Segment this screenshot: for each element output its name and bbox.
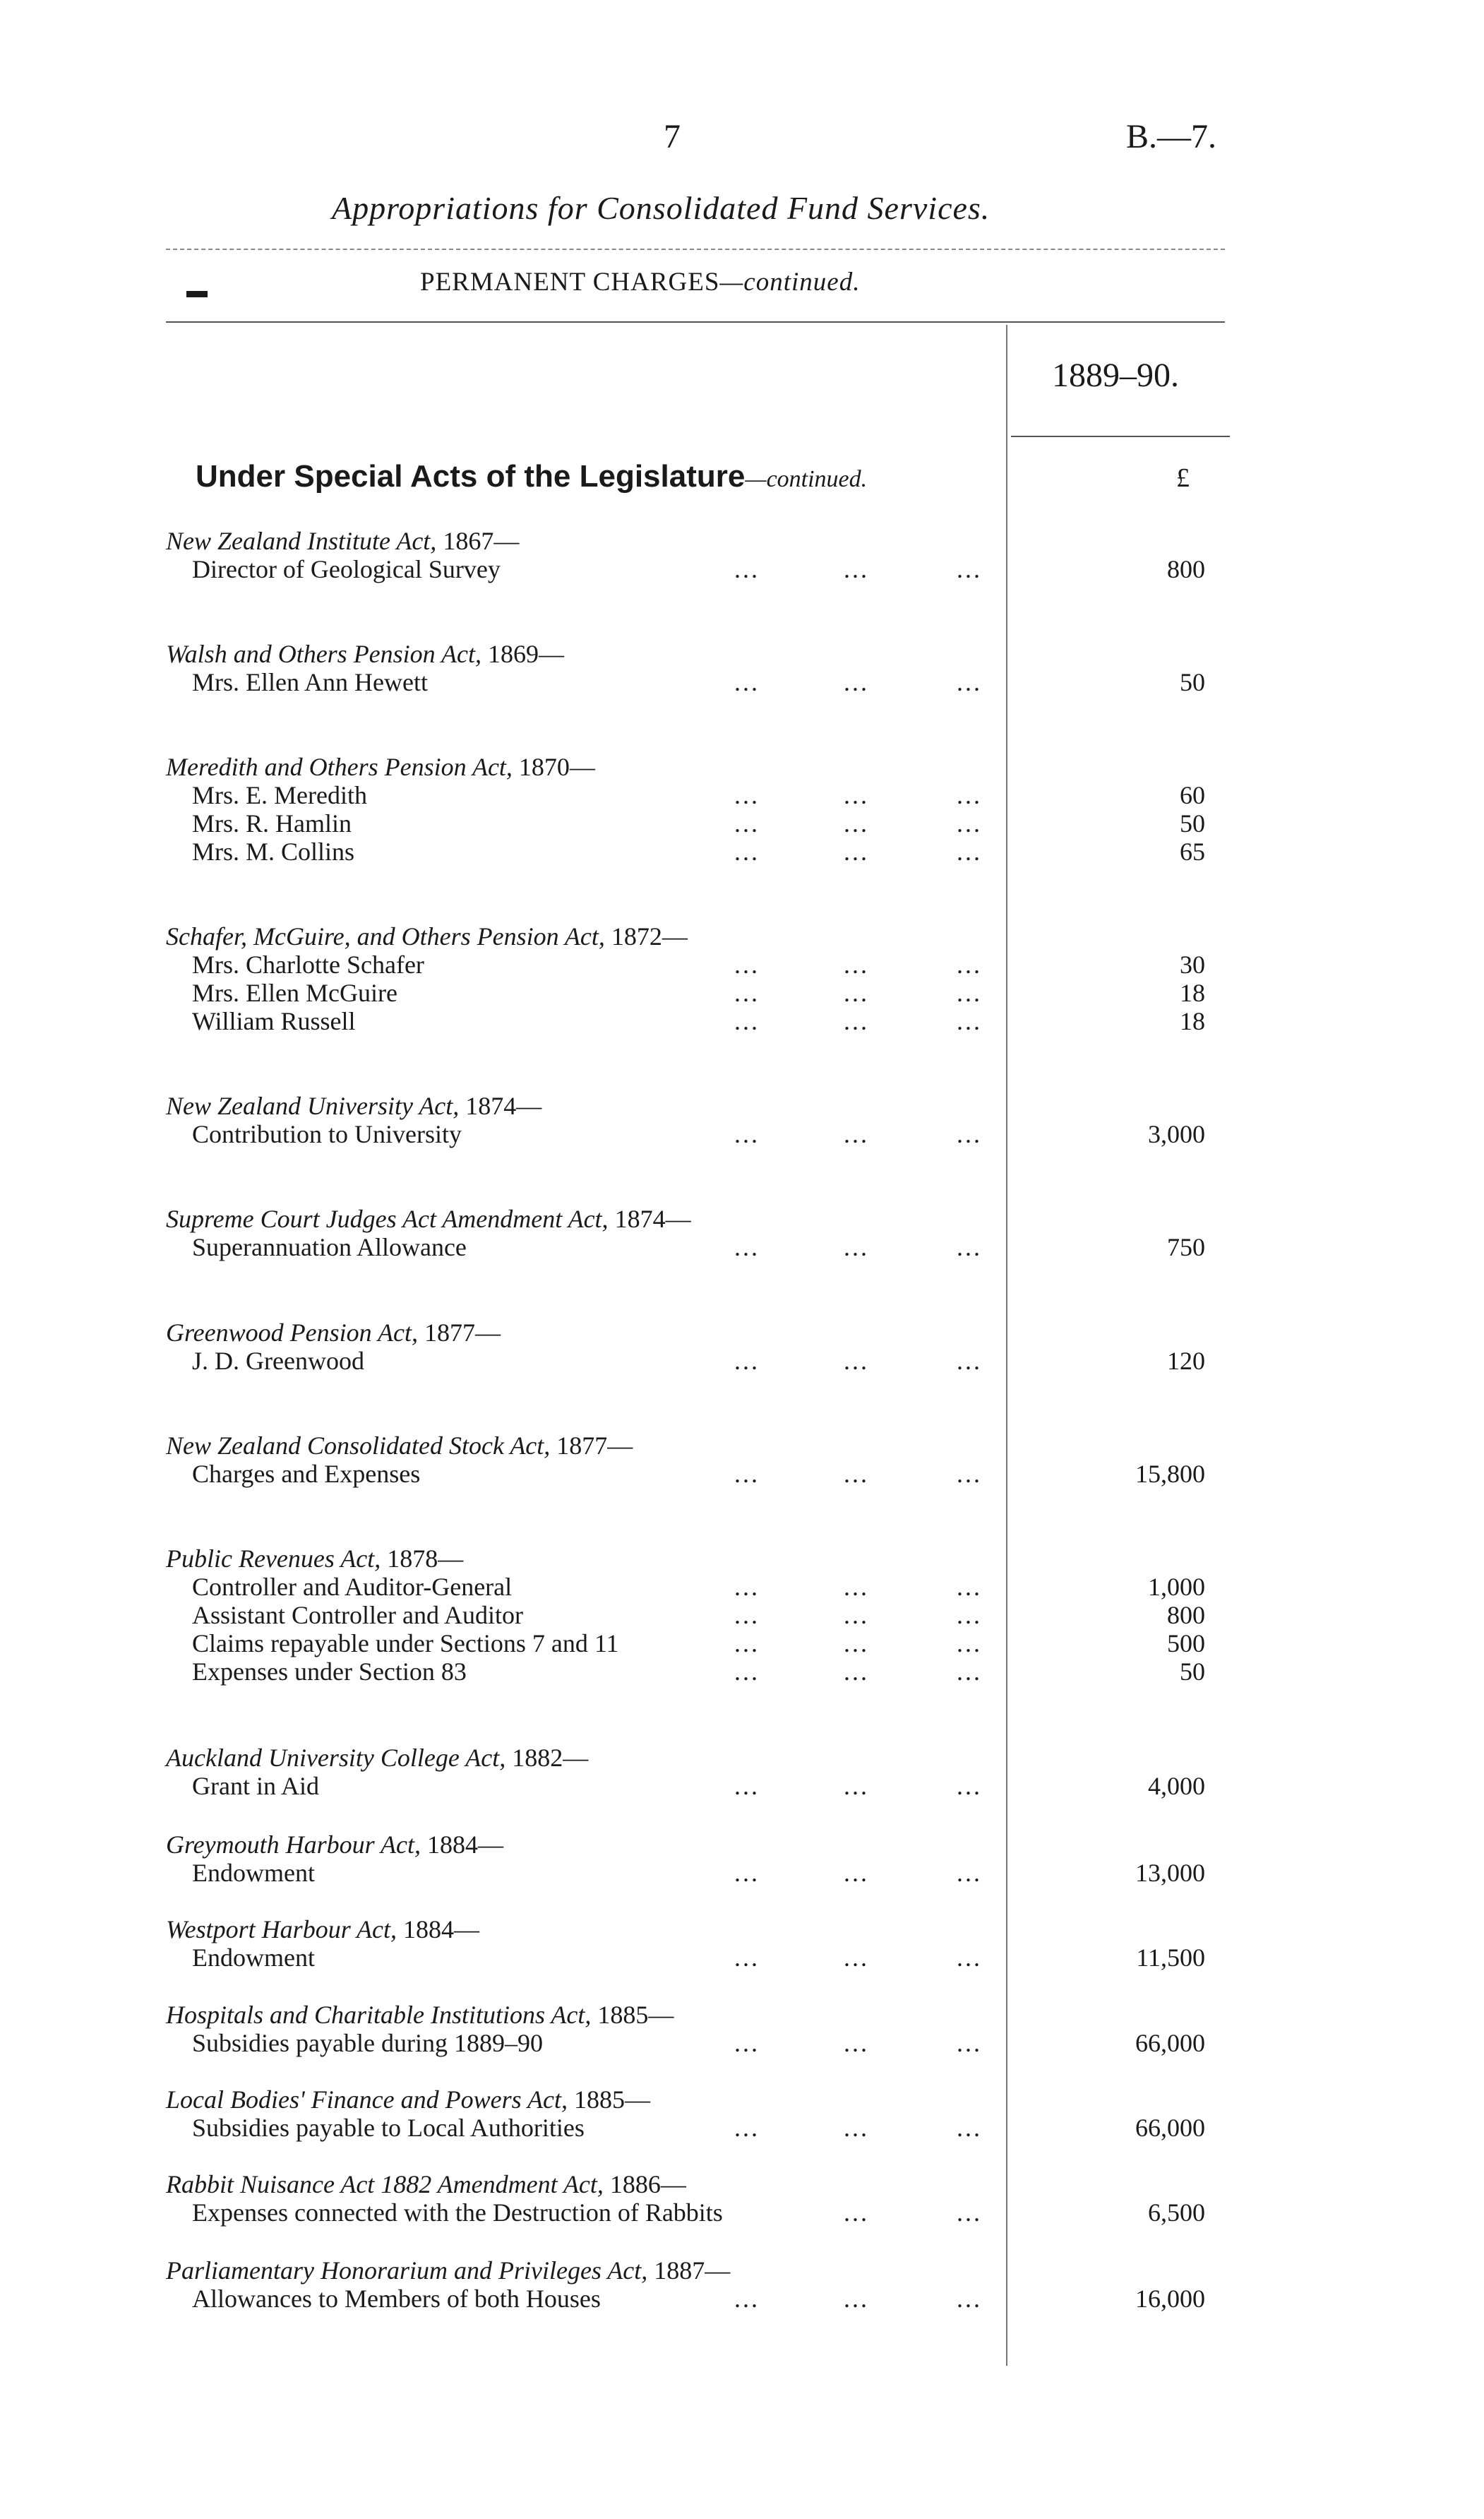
act-heading: New Zealand University Act, 1874— <box>166 1092 542 1120</box>
leader-dots: ... <box>844 1233 869 1261</box>
line-item-label: Mrs. Ellen McGuire <box>192 979 397 1007</box>
leader-dots: ... <box>844 1573 869 1601</box>
header-rule <box>166 321 1225 323</box>
line-item-label: Allowances to Members of both Houses <box>192 2285 601 2313</box>
line-item-amount: 13,000 <box>1135 1859 1205 1887</box>
leader-dots: ... <box>734 1120 760 1148</box>
leader-dots: ... <box>844 1120 869 1148</box>
leader-dots: ... <box>844 668 869 696</box>
line-item-label: Expenses under Section 83 <box>192 1657 467 1686</box>
line-item-label: Assistant Controller and Auditor <box>192 1601 523 1629</box>
leader-dots: ... <box>844 838 869 866</box>
leader-dots: ... <box>957 1943 982 1972</box>
leader-dots: ... <box>957 1460 982 1488</box>
act-heading: Auckland University College Act, 1882— <box>166 1744 589 1772</box>
line-item-label: Grant in Aid <box>192 1772 319 1800</box>
line-item-label: Mrs. Ellen Ann Hewett <box>192 668 428 696</box>
leader-dots: ... <box>957 809 982 838</box>
line-item-label: Endowment <box>192 1859 315 1887</box>
title-divider <box>166 249 1225 250</box>
line-item-amount: 500 <box>1167 1629 1205 1657</box>
line-item-label: Mrs. M. Collins <box>192 838 355 866</box>
line-item-amount: 800 <box>1167 555 1205 583</box>
act-heading: Meredith and Others Pension Act, 1870— <box>166 753 595 781</box>
page-title: Appropriations for Consolidated Fund Services. <box>332 190 991 226</box>
act-heading: Hospitals and Charitable Institutions Act, 1885— <box>166 2001 674 2029</box>
currency-symbol: £ <box>1176 463 1190 493</box>
leader-dots: ... <box>844 1347 869 1375</box>
leader-dots: ... <box>957 1629 982 1657</box>
leader-dots: ... <box>957 1007 982 1035</box>
line-item-amount: 800 <box>1167 1601 1205 1629</box>
leader-dots: ... <box>734 1573 760 1601</box>
line-item-amount: 6,500 <box>1148 2198 1205 2227</box>
stray-mark: ▬ <box>186 279 208 302</box>
leader-dots: ... <box>734 2114 760 2142</box>
line-item-label: Mrs. R. Hamlin <box>192 809 352 838</box>
line-item-amount: 50 <box>1180 668 1205 696</box>
leader-dots: ... <box>734 979 760 1007</box>
leader-dots: ... <box>734 1657 760 1686</box>
line-item-label: J. D. Greenwood <box>192 1347 364 1375</box>
act-heading: Westport Harbour Act, 1884— <box>166 1915 480 1943</box>
line-item-amount: 65 <box>1180 838 1205 866</box>
leader-dots: ... <box>734 1233 760 1261</box>
leader-dots: ... <box>734 2029 760 2057</box>
leader-dots: ... <box>957 555 982 583</box>
line-item-label: Claims repayable under Sections 7 and 11 <box>192 1629 619 1657</box>
line-item-label: Contribution to University <box>192 1120 462 1148</box>
leader-dots: ... <box>844 979 869 1007</box>
leader-dots: ... <box>957 2029 982 2057</box>
act-heading: Greenwood Pension Act, 1877— <box>166 1318 501 1347</box>
leader-dots: ... <box>957 979 982 1007</box>
leader-dots: ... <box>957 1859 982 1887</box>
leader-dots: ... <box>957 2114 982 2142</box>
leader-dots: ... <box>844 951 869 979</box>
leader-dots: ... <box>734 1347 760 1375</box>
line-item-amount: 750 <box>1167 1233 1205 1261</box>
act-heading: Walsh and Others Pension Act, 1869— <box>166 640 564 668</box>
act-heading: Greymouth Harbour Act, 1884— <box>166 1830 503 1859</box>
leader-dots: ... <box>734 1007 760 1035</box>
line-item-amount: 30 <box>1180 951 1205 979</box>
line-item-amount: 60 <box>1180 781 1205 809</box>
leader-dots: ... <box>734 781 760 809</box>
line-item-label: Expenses connected with the Destruction of Rabbits <box>192 2198 723 2227</box>
leader-dots: ... <box>844 2285 869 2313</box>
act-heading: Parliamentary Honorarium and Privileges Act, 1887— <box>166 2256 731 2285</box>
leader-dots: ... <box>734 1859 760 1887</box>
leader-dots: ... <box>844 1629 869 1657</box>
year-column-header: 1889–90. <box>1052 357 1179 394</box>
leader-dots: ... <box>957 1573 982 1601</box>
leader-dots: ... <box>844 2198 869 2227</box>
leader-dots: ... <box>957 1601 982 1629</box>
leader-dots: ... <box>734 951 760 979</box>
line-item-amount: 1,000 <box>1148 1573 1205 1601</box>
leader-dots: ... <box>957 781 982 809</box>
leader-dots: ... <box>734 1601 760 1629</box>
line-item-label: William Russell <box>192 1007 356 1035</box>
line-item-label: Controller and Auditor-General <box>192 1573 513 1601</box>
page-number: 7 <box>664 118 681 155</box>
act-heading: New Zealand Institute Act, 1867— <box>166 527 520 555</box>
line-item-amount: 18 <box>1180 979 1205 1007</box>
leader-dots: ... <box>844 2029 869 2057</box>
section-title: Under Special Acts of the Legislature—continued. <box>196 459 868 494</box>
leader-dots: ... <box>734 1943 760 1972</box>
line-item-label: Subsidies payable to Local Authorities <box>192 2114 585 2142</box>
line-item-amount: 16,000 <box>1135 2285 1205 2313</box>
leader-dots: ... <box>734 809 760 838</box>
line-item-label: Subsidies payable during 1889–90 <box>192 2029 543 2057</box>
act-heading: New Zealand Consolidated Stock Act, 1877— <box>166 1431 633 1460</box>
act-heading: Schafer, McGuire, and Others Pension Act, 1872— <box>166 922 688 951</box>
leader-dots: ... <box>734 1629 760 1657</box>
subheading: PERMANENT CHARGES—continued. <box>420 268 861 297</box>
leader-dots: ... <box>957 1233 982 1261</box>
act-heading: Rabbit Nuisance Act 1882 Amendment Act, 1886— <box>166 2170 686 2198</box>
line-item-label: Mrs. E. Meredith <box>192 781 367 809</box>
line-item-label: Superannuation Allowance <box>192 1233 467 1261</box>
line-item-label: Endowment <box>192 1943 315 1972</box>
document-reference: B.—7. <box>1126 118 1217 155</box>
leader-dots: ... <box>844 1943 869 1972</box>
leader-dots: ... <box>957 1772 982 1800</box>
leader-dots: ... <box>844 781 869 809</box>
leader-dots: ... <box>734 668 760 696</box>
line-item-label: Director of Geological Survey <box>192 555 501 583</box>
leader-dots: ... <box>734 838 760 866</box>
line-item-amount: 50 <box>1180 809 1205 838</box>
leader-dots: ... <box>957 1347 982 1375</box>
line-item-label: Mrs. Charlotte Schafer <box>192 951 424 979</box>
line-item-amount: 50 <box>1180 1657 1205 1686</box>
line-item-amount: 15,800 <box>1135 1460 1205 1488</box>
line-item-amount: 66,000 <box>1135 2114 1205 2142</box>
leader-dots: ... <box>844 555 869 583</box>
act-heading: Local Bodies' Finance and Powers Act, 1885— <box>166 2085 650 2114</box>
leader-dots: ... <box>844 1460 869 1488</box>
line-item-amount: 18 <box>1180 1007 1205 1035</box>
line-item-label: Charges and Expenses <box>192 1460 421 1488</box>
act-heading: Supreme Court Judges Act Amendment Act, 1874— <box>166 1205 691 1233</box>
leader-dots: ... <box>957 668 982 696</box>
leader-dots: ... <box>957 951 982 979</box>
leader-dots: ... <box>844 2114 869 2142</box>
amount-column-rule <box>1006 325 1007 2366</box>
year-underline <box>1011 436 1230 437</box>
leader-dots: ... <box>957 2285 982 2313</box>
leader-dots: ... <box>957 1657 982 1686</box>
leader-dots: ... <box>844 1859 869 1887</box>
leader-dots: ... <box>844 809 869 838</box>
line-item-amount: 4,000 <box>1148 1772 1205 1800</box>
line-item-amount: 11,500 <box>1136 1943 1205 1972</box>
line-item-amount: 66,000 <box>1135 2029 1205 2057</box>
leader-dots: ... <box>844 1772 869 1800</box>
leader-dots: ... <box>734 2285 760 2313</box>
leader-dots: ... <box>734 1772 760 1800</box>
leader-dots: ... <box>844 1007 869 1035</box>
leader-dots: ... <box>957 838 982 866</box>
leader-dots: ... <box>957 1120 982 1148</box>
leader-dots: ... <box>734 555 760 583</box>
leader-dots: ... <box>844 1657 869 1686</box>
line-item-amount: 120 <box>1167 1347 1205 1375</box>
leader-dots: ... <box>844 1601 869 1629</box>
leader-dots: ... <box>957 2198 982 2227</box>
line-item-amount: 3,000 <box>1148 1120 1205 1148</box>
act-heading: Public Revenues Act, 1878— <box>166 1544 464 1573</box>
leader-dots: ... <box>734 1460 760 1488</box>
